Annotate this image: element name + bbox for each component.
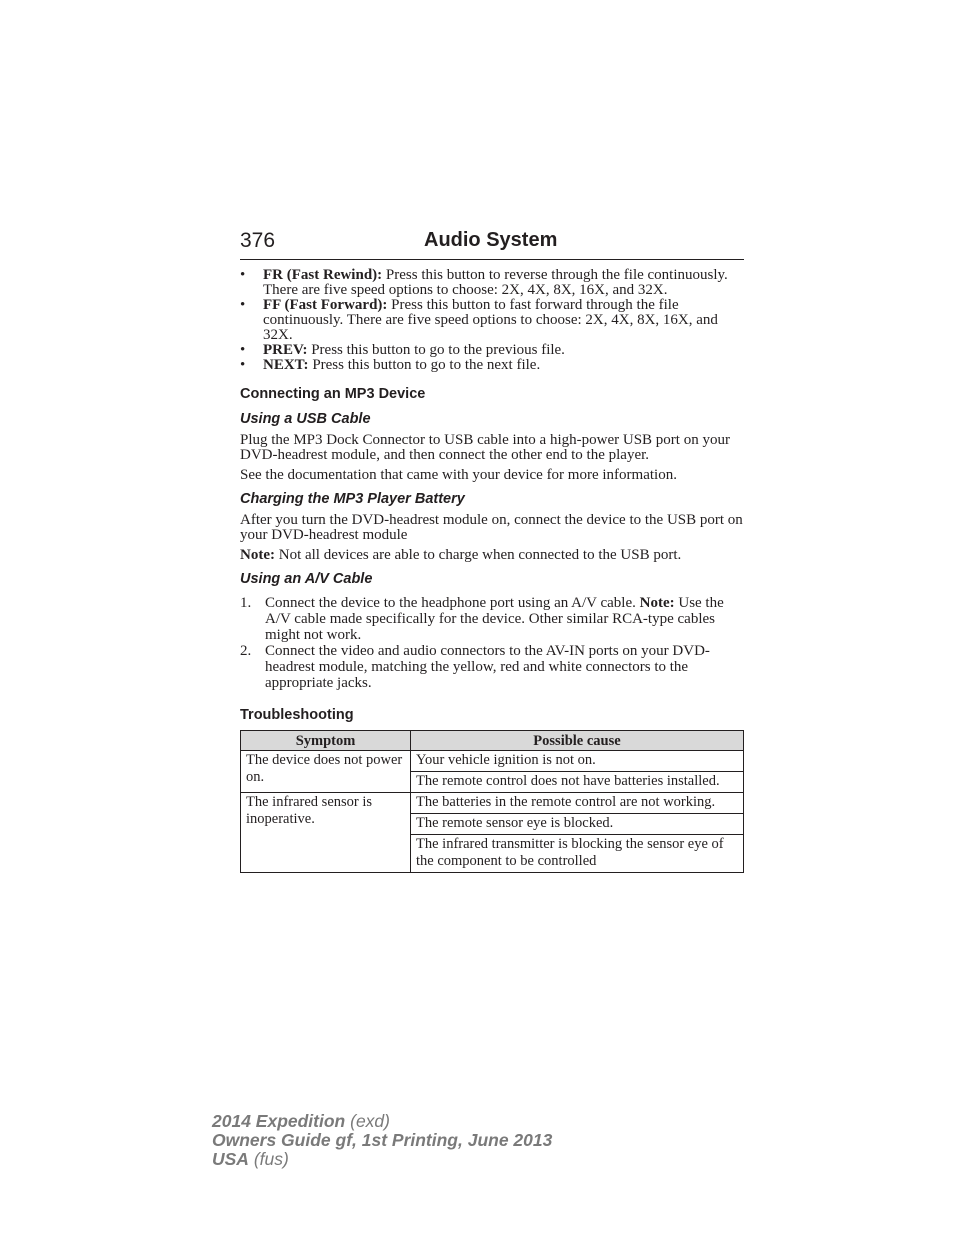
- cause-cell: The infrared transmitter is blocking the sensor eye of the component to be controlled: [411, 835, 744, 873]
- note-text: Not all devices are able to charge when connected to the USB port.: [274, 547, 682, 563]
- step-number: 2.: [240, 643, 252, 659]
- section-heading-mp3: Connecting an MP3 Device: [240, 386, 426, 402]
- cause-cell: The remote sensor eye is blocked.: [411, 814, 744, 835]
- subheading-av-cable: Using an A/V Cable: [240, 571, 373, 587]
- step-text: Connect the device to the headphone port using an A/V cable.: [265, 595, 640, 611]
- note-label: Note:: [639, 595, 675, 611]
- column-header-cause: Possible cause: [411, 731, 744, 751]
- subheading-charging: Charging the MP3 Player Battery: [240, 491, 465, 507]
- bullet-label: NEXT:: [263, 357, 309, 373]
- section-heading-troubleshooting: Troubleshooting: [240, 707, 354, 723]
- cause-cell: The batteries in the remote control are not working.: [411, 793, 744, 814]
- footer-line-2: [212, 1131, 552, 1150]
- page-header: [240, 229, 744, 260]
- cause-cell: The remote control does not have batteries installed.: [411, 772, 744, 793]
- table-row: [241, 793, 744, 814]
- footer-printing: Owners Guide gf, 1st Printing, June 2013: [212, 1130, 553, 1150]
- footer-line-1: [212, 1112, 552, 1131]
- page-content: [240, 268, 744, 873]
- note-label: Note:: [240, 547, 275, 563]
- footer-market-code: (fus): [248, 1149, 289, 1169]
- list-item: [240, 343, 744, 358]
- button-bullet-list: [240, 268, 744, 373]
- bullet-label: FF (Fast Forward):: [263, 297, 388, 313]
- list-item: [240, 595, 744, 643]
- bullet-text: Press this button to go to the previous file.: [307, 342, 565, 358]
- symptom-cell: The device does not power on.: [241, 751, 411, 793]
- footer-market: USA: [212, 1149, 249, 1169]
- bullet-label: PREV:: [263, 342, 308, 358]
- list-item: [240, 298, 744, 343]
- page-footer: [212, 1112, 552, 1169]
- table-row: [241, 751, 744, 772]
- bullet-icon: •: [240, 267, 246, 283]
- symptom-cell: The infrared sensor is inoperative.: [241, 793, 411, 873]
- bullet-icon: •: [240, 357, 246, 373]
- bullet-icon: •: [240, 342, 246, 358]
- footer-model-code: (exd): [345, 1111, 390, 1131]
- bullet-icon: •: [240, 297, 246, 313]
- bullet-text: Press this button to go to the next file.: [308, 357, 541, 373]
- av-steps-list: [240, 595, 744, 691]
- paragraph-charging: After you turn the DVD-headrest module on, connect the device to the USB port on your DVD-headrest module: [240, 512, 743, 543]
- step-number: 1.: [240, 595, 252, 611]
- chapter-title: Audio System: [424, 229, 558, 251]
- bullet-text: Press this button to fast forward through the file continuously. There are five speed options to choose: 2X, 4X, 8X, 16X, and 32X.: [263, 297, 718, 343]
- troubleshooting-table: [240, 730, 744, 873]
- table-header-row: [241, 731, 744, 751]
- paragraph-usb-2: See the documentation that came with your device for more information.: [240, 467, 677, 483]
- subheading-usb-cable: Using a USB Cable: [240, 411, 371, 427]
- list-item: [240, 643, 744, 691]
- footer-model: 2014 Expedition: [212, 1111, 346, 1131]
- step-text: Connect the video and audio connectors to the AV-IN ports on your DVD-headrest module, matching the yellow, red and white connectors to the appropriate jacks.: [265, 643, 710, 691]
- page-number: 376: [240, 229, 276, 252]
- note-charging: [240, 548, 744, 563]
- note-text: Use the A/V cable made specifically for the device. Other similar RCA-type cables might not work.: [265, 595, 724, 643]
- list-item: [240, 268, 744, 298]
- paragraph-usb-1: Plug the MP3 Dock Connector to USB cable into a high-power USB port on your DVD-headrest module, and then connect the other end to the player.: [240, 432, 730, 463]
- bullet-label: FR (Fast Rewind):: [263, 267, 383, 283]
- cause-cell: Your vehicle ignition is not on.: [411, 751, 744, 772]
- footer-line-3: [212, 1150, 552, 1169]
- list-item: [240, 358, 744, 373]
- column-header-symptom: Symptom: [241, 731, 411, 751]
- bullet-text: Press this button to reverse through the file continuously. There are five speed options to choose: 2X, 4X, 8X, 16X, and 32X.: [263, 267, 728, 298]
